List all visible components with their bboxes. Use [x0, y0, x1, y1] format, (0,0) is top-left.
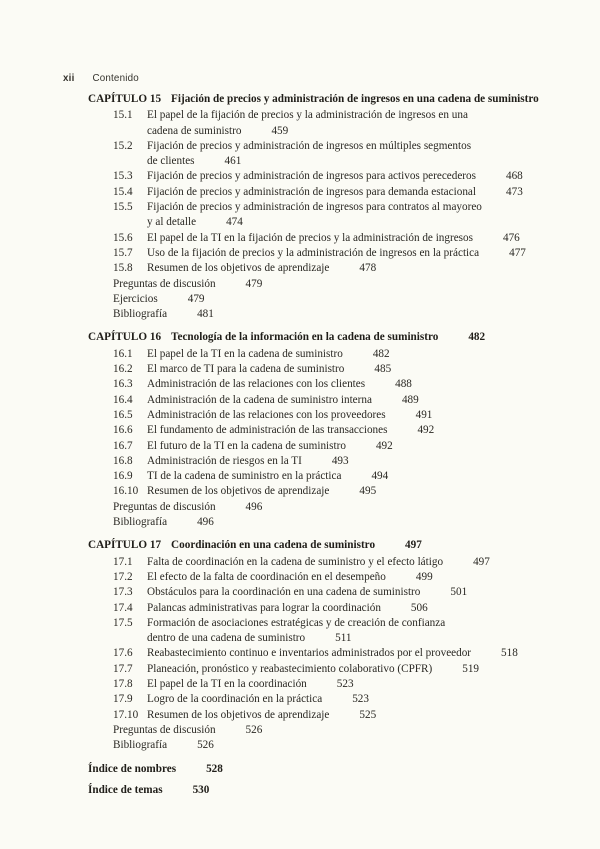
entry-text: El fundamento de administración de las transacciones [147, 424, 388, 437]
toc-entry [113, 185, 588, 200]
entry-text: Bibliografía [113, 739, 168, 752]
entry-page-number: 526 [245, 723, 263, 736]
entry-page-number: 488 [395, 378, 412, 391]
entry-page-number: 468 [505, 170, 523, 183]
chapter-entries [113, 108, 588, 322]
chapter-title: Coordinación en una cadena de suministro [171, 539, 376, 552]
toc-entry [113, 616, 588, 647]
back-matter-title: Índice de nombres [88, 763, 177, 776]
toc-entry [113, 169, 588, 184]
entry-number: 17.3 [113, 586, 133, 599]
entry-text: Logro de la coordinación en la práctica [147, 693, 323, 706]
entry-text: El marco de TI para la cadena de suministro [147, 363, 345, 376]
entry-body [147, 231, 520, 246]
entry-page-number: 525 [359, 708, 377, 721]
entry-text: Uso de la fijación de precios y la administración de ingresos en la práctica [147, 246, 480, 259]
toc-entry [113, 277, 588, 292]
toc-entry [113, 454, 588, 469]
entry-page-number: 479 [187, 292, 205, 305]
entry-page-number: 493 [331, 454, 349, 467]
entry-text: Obstáculos para la coordinación en una cadena de suministro [147, 586, 421, 599]
entry-page-number: 506 [410, 601, 428, 614]
back-matter-page-number: 528 [206, 763, 223, 776]
entry-number: 15.5 [113, 201, 133, 214]
entry-body [147, 362, 391, 377]
entry-text: Fijación de precios y administración de ingresos para activos perecederos [147, 170, 476, 183]
running-head-title: Contenido [92, 73, 139, 84]
entry-page-number: 526 [197, 739, 214, 752]
entry-text: Falta de coordinación en la cadena de suministro y el efecto látigo [147, 555, 444, 568]
entry-page-number: 518 [501, 647, 518, 660]
toc-entry [113, 601, 588, 616]
entry-body [147, 246, 526, 261]
entry-body [147, 108, 468, 139]
entry-body [113, 723, 262, 738]
entry-text: Preguntas de discusión [113, 277, 216, 290]
entry-number: 16.1 [113, 347, 133, 360]
entry-text: El papel de la TI en la coordinación [147, 677, 307, 690]
entry-page-number: 494 [371, 470, 389, 483]
chapter-entries [113, 555, 588, 754]
back-matter-page-number: 530 [192, 783, 210, 796]
chapter-page-number: 497 [405, 539, 422, 552]
entry-text: Resumen de los objetivos de aprendizaje [147, 708, 330, 721]
entry-page-number: 473 [506, 185, 523, 198]
chapter-title: Tecnología de la información en la cadena de suministro [171, 331, 439, 344]
toc-entry [113, 108, 588, 139]
entry-number: 17.6 [113, 647, 133, 660]
back-matter-entry [88, 762, 588, 777]
entry-body [147, 261, 376, 276]
entry-body [113, 515, 214, 530]
entry-page-number: 495 [359, 485, 377, 498]
chapter-section [88, 330, 588, 530]
entry-number: 15.4 [113, 185, 133, 198]
entry-number: 16.2 [113, 363, 133, 376]
chapter-section [88, 92, 588, 322]
entry-body [113, 307, 214, 322]
entry-page-number: 501 [450, 586, 468, 599]
entry-number: 16.8 [113, 454, 133, 467]
entry-page-number: 481 [197, 308, 214, 321]
entry-text: Fijación de precios y administración de ingresos para demanda estacional [147, 185, 476, 198]
entry-text: Ejercicios [113, 292, 158, 305]
table-of-contents [88, 92, 588, 798]
entry-body [113, 277, 262, 292]
entry-text: Fijación de precios y administración de ingresos para contratos al mayoreo [147, 201, 482, 214]
entry-body [113, 292, 205, 307]
entry-body [147, 646, 518, 661]
entry-number: 17.8 [113, 677, 133, 690]
entry-page-number: 482 [372, 347, 390, 360]
entry-page-number: 461 [224, 155, 242, 168]
entry-text: El papel de la TI en la cadena de suministro [147, 347, 343, 360]
entry-number: 17.5 [113, 616, 133, 629]
running-head [63, 71, 139, 86]
entry-body [147, 439, 393, 454]
entry-text: El papel de la fijación de precios y la administración de ingresos en una [147, 109, 468, 122]
entry-body [147, 454, 349, 469]
entry-text: El efecto de la falta de coordinación en el desempeño [147, 570, 386, 583]
entry-body [147, 601, 428, 616]
entry-page-number: 492 [417, 424, 435, 437]
entry-body [147, 469, 388, 484]
chapter-entries [113, 347, 588, 531]
chapter-heading [88, 330, 588, 345]
chapter-title: Fijación de precios y administración de ingresos en una cadena de suministro [171, 93, 539, 105]
entry-number: 17.9 [113, 693, 133, 706]
entry-text: Preguntas de discusión [113, 500, 216, 513]
chapter-section [88, 538, 588, 753]
toc-entry [113, 585, 588, 600]
entry-text: Administración de riesgos en la TI [147, 454, 302, 467]
toc-entry [113, 408, 588, 423]
entry-body [147, 555, 490, 570]
entry-page-number: 497 [473, 555, 490, 568]
entry-body [147, 616, 445, 647]
entry-body [147, 200, 482, 231]
entry-body [147, 570, 433, 585]
entry-number: 16.4 [113, 393, 133, 406]
entry-number: 15.7 [113, 246, 133, 259]
chapter-heading [88, 538, 588, 553]
entry-page-number: 499 [415, 570, 433, 583]
entry-text: Fijación de precios y administración de ingresos en múltiples segmentos [147, 139, 472, 152]
back-matter-title: Índice de temas [88, 783, 163, 796]
entry-number: 15.8 [113, 262, 133, 275]
toc-entry [113, 723, 588, 738]
entry-body [147, 408, 432, 423]
entry-continuation-text: dentro de una cadena de suministro [147, 632, 306, 645]
entry-number: 16.10 [113, 485, 139, 498]
entry-text: Administración de las relaciones con los clientes [147, 378, 366, 391]
entry-number: 16.5 [113, 408, 133, 421]
entry-text-continuation [147, 124, 468, 139]
entry-text: Planeación, pronóstico y reabastecimiento colaborativo (CPFR) [147, 662, 433, 675]
entry-body [147, 185, 523, 200]
entry-body [147, 677, 354, 692]
entry-page-number: 492 [375, 439, 393, 452]
entry-text: Palancas administrativas para lograr la coordinación [147, 601, 381, 614]
entry-page-number: 479 [245, 277, 263, 290]
entry-page-number: 523 [352, 693, 369, 706]
chapter-heading [88, 92, 588, 107]
toc-entry [113, 200, 588, 231]
toc-entry [113, 500, 588, 515]
toc-entry [113, 423, 588, 438]
entry-body [147, 423, 434, 438]
entry-continuation-text: de clientes [147, 155, 195, 168]
toc-entry [113, 570, 588, 585]
entry-body [113, 500, 262, 515]
entry-text: Bibliografía [113, 308, 168, 321]
toc-entry [113, 347, 588, 362]
entry-text: Administración de la cadena de suministro interna [147, 393, 372, 406]
entry-page-number: 477 [509, 246, 526, 259]
entry-page-number: 491 [415, 408, 433, 421]
entry-text: Administración de las relaciones con los proveedores [147, 408, 386, 421]
entry-page-number: 485 [374, 363, 392, 376]
entry-page-number: 519 [462, 662, 479, 675]
toc-entry [113, 261, 588, 276]
toc-entry [113, 231, 588, 246]
entry-body [147, 585, 467, 600]
entry-body [147, 139, 471, 170]
entry-number: 17.1 [113, 555, 133, 568]
chapter-page-number: 482 [468, 331, 486, 344]
entry-page-number: 476 [502, 231, 520, 244]
entry-text: Resumen de los objetivos de aprendizaje [147, 262, 330, 275]
entry-text: Reabastecimiento continuo e inventarios administrados por el proveedor [147, 647, 472, 660]
entry-body [147, 662, 479, 677]
entry-continuation-text: y al detalle [147, 216, 197, 229]
toc-entry [113, 484, 588, 499]
entry-number: 17.2 [113, 570, 133, 583]
toc-entry [113, 469, 588, 484]
entry-page-number: 496 [245, 500, 263, 513]
entry-body [147, 393, 419, 408]
back-matter-entry [88, 783, 588, 798]
entry-page-number: 523 [336, 677, 354, 690]
entry-text: Bibliografía [113, 516, 168, 529]
entry-body [147, 484, 376, 499]
entry-body [147, 347, 390, 362]
toc-entry [113, 708, 588, 723]
entry-continuation-text: cadena de suministro [147, 124, 242, 137]
entry-text-continuation [147, 631, 445, 646]
entry-number: 17.4 [113, 601, 133, 614]
toc-entry [113, 307, 588, 322]
toc-entry [113, 646, 588, 661]
entry-text: El papel de la TI en la fijación de precios y la administración de ingresos [147, 231, 473, 244]
toc-entry [113, 362, 588, 377]
entry-body [147, 708, 376, 723]
entry-page-number: 478 [359, 262, 377, 275]
toc-entry [113, 677, 588, 692]
toc-entry [113, 662, 588, 677]
entry-text: Resumen de los objetivos de aprendizaje [147, 485, 330, 498]
toc-entry [113, 292, 588, 307]
entry-body [113, 738, 214, 753]
toc-entry [113, 738, 588, 753]
entry-body [147, 169, 523, 184]
entry-page-number: 496 [197, 516, 214, 529]
toc-entry [113, 139, 588, 170]
entry-text: El futuro de la TI en la cadena de suministro [147, 439, 346, 452]
chapter-label: CAPÍTULO 15 [88, 93, 162, 105]
entry-number: 16.7 [113, 439, 133, 452]
entry-number: 16.9 [113, 470, 133, 483]
toc-entry [113, 439, 588, 454]
entry-body [147, 692, 369, 707]
entry-text-continuation [147, 215, 482, 230]
entry-page-number: 511 [335, 632, 352, 645]
entry-text: Preguntas de discusión [113, 723, 216, 736]
toc-entry [113, 515, 588, 530]
entry-page-number: 489 [401, 393, 419, 406]
entry-page-number: 474 [226, 216, 243, 229]
toc-entry [113, 246, 588, 261]
entry-number: 15.1 [113, 109, 133, 122]
entry-number: 16.3 [113, 378, 133, 391]
entry-text: TI de la cadena de suministro en la práctica [147, 470, 342, 483]
entry-number: 16.6 [113, 424, 133, 437]
chapter-label: CAPÍTULO 17 [88, 539, 162, 552]
toc-entry [113, 377, 588, 392]
entry-number: 15.2 [113, 139, 133, 152]
toc-entry [113, 555, 588, 570]
chapter-label: CAPÍTULO 16 [88, 331, 162, 344]
entry-body [147, 377, 412, 392]
toc-entry [113, 692, 588, 707]
entry-number: 15.3 [113, 170, 133, 183]
entry-number: 17.7 [113, 662, 133, 675]
entry-number: 15.6 [113, 231, 133, 244]
page-folio: xii [63, 73, 75, 84]
entry-text: Formación de asociaciones estratégicas y de creación de confianza [147, 616, 446, 629]
entry-text-continuation [147, 154, 471, 169]
toc-entry [113, 393, 588, 408]
entry-page-number: 459 [271, 124, 289, 137]
back-matter [88, 762, 588, 798]
entry-number: 17.10 [113, 708, 139, 721]
